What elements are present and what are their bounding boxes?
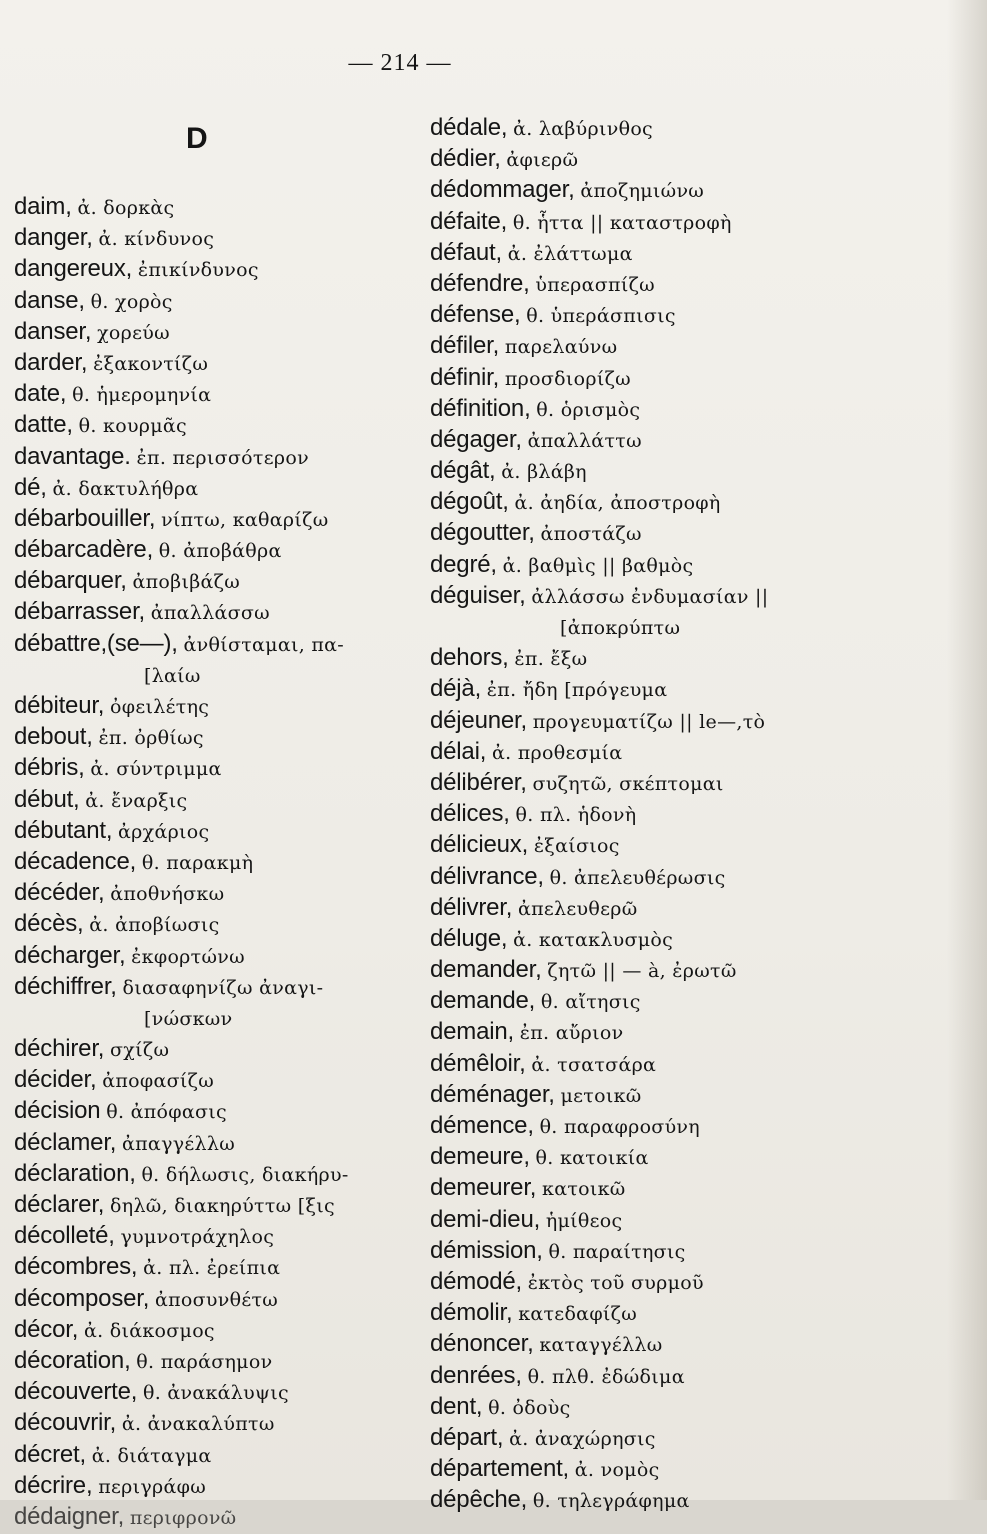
dictionary-entry xyxy=(14,1439,424,1470)
translation: θ. ὁρισμὸς xyxy=(536,398,641,421)
translation: ἀπαλλάττω xyxy=(527,429,642,452)
dictionary-entry xyxy=(14,1064,424,1095)
translation: ἀ. τσατσάρα xyxy=(531,1053,657,1076)
dictionary-entry xyxy=(430,299,870,330)
dictionary-entry xyxy=(430,393,870,424)
headword: déclaration, xyxy=(14,1159,136,1187)
headword: décor, xyxy=(14,1315,79,1343)
translation: ὀφειλέτης xyxy=(110,696,210,718)
translation: θ. χορὸς xyxy=(90,290,173,313)
dictionary-entry xyxy=(14,721,424,752)
translation: [λαίω xyxy=(144,664,201,687)
dictionary-entry xyxy=(14,908,424,939)
translation: ζητῶ || — à, ἐρωτῶ xyxy=(547,960,737,983)
headword: déjà, xyxy=(430,675,482,703)
dictionary-entry xyxy=(14,534,424,565)
dictionary-entry xyxy=(14,441,424,472)
translation: ἀ. ἀναχώρησις xyxy=(509,1427,656,1450)
dictionary-entry xyxy=(14,1189,424,1220)
translation: νίπτω, καθαρίζω xyxy=(161,508,329,531)
section-letter: D xyxy=(186,122,208,155)
translation: προσδιορίζω xyxy=(504,367,631,390)
translation: ἀ. κίνδυνος xyxy=(98,228,215,251)
translation: ἀ. λαβύρινθος xyxy=(513,118,653,140)
dictionary-entry xyxy=(430,112,870,143)
dictionary-entry xyxy=(430,206,870,237)
translation: θ. ἀπελευθέρωσις xyxy=(549,866,726,889)
headword: délicieux, xyxy=(430,831,529,859)
headword: déjeuner, xyxy=(430,706,527,734)
dictionary-entry xyxy=(14,690,424,721)
translation: ἐπ. περισσότερον xyxy=(136,446,309,469)
translation: καταγγέλλω xyxy=(539,1334,663,1357)
headword: darder, xyxy=(14,348,88,376)
translation: παρελαύνω xyxy=(504,336,618,359)
translation: θ. ἀνακάλυψις xyxy=(142,1382,289,1405)
translation: ἐπικίνδυνος xyxy=(137,259,259,282)
translation: ἀποθνήσκω xyxy=(110,883,225,906)
headword: dédale, xyxy=(430,114,508,141)
dictionary-entry xyxy=(14,472,424,503)
dictionary-entry xyxy=(14,752,424,783)
translation: ἀ. πλ. ἐρείπια xyxy=(143,1257,281,1280)
dictionary-entry xyxy=(14,846,424,877)
headword: déclamer, xyxy=(14,1128,117,1156)
translation: θ. ἀπόφασις xyxy=(106,1101,227,1124)
dictionary-entry xyxy=(14,316,424,347)
headword: délices, xyxy=(430,800,510,828)
translation: μετοικῶ xyxy=(560,1084,642,1107)
dictionary-entry xyxy=(430,1360,870,1391)
dictionary-entry xyxy=(14,1251,424,1282)
dictionary-entry xyxy=(430,174,870,205)
translation: θ. κατοικία xyxy=(535,1147,649,1170)
headword: demeurer, xyxy=(430,1174,537,1202)
translation: συζητῶ, σκέπτομαι xyxy=(532,772,724,795)
dictionary-entry xyxy=(14,1314,424,1345)
translation: ἀποστάζω xyxy=(540,523,642,546)
headword: debout, xyxy=(14,723,93,751)
dictionary-entry xyxy=(430,455,870,486)
headword: décomposer, xyxy=(14,1284,150,1312)
dictionary-entry xyxy=(14,347,424,378)
right-column xyxy=(430,112,870,1515)
dictionary-entry xyxy=(14,285,424,316)
headword: débutant, xyxy=(14,816,113,844)
dictionary-entry xyxy=(430,829,870,860)
translation: ἀ. διάταγμα xyxy=(91,1444,212,1467)
headword: département, xyxy=(430,1455,570,1483)
entry-continuation xyxy=(14,659,424,690)
dictionary-entry xyxy=(14,1158,424,1189)
translation: ἐξαίσιος xyxy=(533,835,620,858)
dictionary-entry xyxy=(430,1204,870,1235)
dictionary-entry xyxy=(14,784,424,815)
dictionary-entry xyxy=(430,923,870,954)
dictionary-entry xyxy=(14,1470,424,1501)
translation: ἀ. κατακλυσμὸς xyxy=(513,928,674,951)
headword: décéder, xyxy=(14,879,105,907)
dictionary-entry xyxy=(430,705,870,736)
dictionary-entry xyxy=(430,580,870,611)
translation: θ. αἴτησις xyxy=(540,991,641,1014)
translation: σχίζω xyxy=(110,1039,170,1062)
translation: διασαφηνίζω ἀναγι- xyxy=(122,976,324,999)
translation: θ. πλ. ἡδονὴ xyxy=(515,804,637,827)
headword: décrire, xyxy=(14,1471,93,1499)
dictionary-entry xyxy=(430,237,870,268)
translation: ἀ. ἀνακαλύπτω xyxy=(121,1413,275,1436)
headword: défaite, xyxy=(430,207,508,235)
headword: dent, xyxy=(430,1392,483,1420)
dictionary-entry xyxy=(14,503,424,534)
translation: ἐκφορτώνω xyxy=(131,945,245,968)
dictionary-entry xyxy=(14,191,424,222)
headword: daim, xyxy=(14,193,72,220)
dictionary-entry xyxy=(430,673,870,704)
headword: danger, xyxy=(14,224,93,252)
translation: ἀ. ἀποβίωσις xyxy=(89,914,220,937)
headword: décision xyxy=(14,1097,101,1125)
headword: débarrasser, xyxy=(14,598,146,626)
dictionary-entry xyxy=(14,409,424,440)
headword: danse, xyxy=(14,286,85,314)
headword: dédier, xyxy=(430,145,501,173)
headword: dépêche, xyxy=(430,1486,528,1514)
dictionary-entry xyxy=(430,1172,870,1203)
headword: débiteur, xyxy=(14,692,105,719)
translation: θ. παραίτησις xyxy=(548,1240,686,1263)
headword: début, xyxy=(14,785,80,813)
translation: δηλῶ, διακηρύττω [ξις xyxy=(110,1195,335,1217)
translation: γυμνοτράχηλος xyxy=(120,1226,275,1249)
headword: débarcadère, xyxy=(14,536,154,564)
headword: demain, xyxy=(430,1018,514,1046)
headword: décès, xyxy=(14,910,84,938)
translation: ἀ. ἐλάττωμα xyxy=(507,242,633,265)
entry-continuation xyxy=(14,1002,424,1033)
translation: ἀρχάριος xyxy=(118,820,210,843)
headword: date, xyxy=(14,380,67,408)
headword: débattre,(se—), xyxy=(14,629,178,657)
headword: dénoncer, xyxy=(430,1330,534,1358)
translation: ἀ. διάκοσμος xyxy=(83,1319,215,1342)
translation: θ. ὑπεράσπισις xyxy=(526,305,676,328)
dictionary-entry xyxy=(14,565,424,596)
translation: ἀλλάσσω ἐνδυμασίαν || xyxy=(531,585,769,608)
dictionary-entry xyxy=(14,1345,424,1376)
headword: demander, xyxy=(430,956,542,984)
dictionary-entry xyxy=(430,892,870,923)
headword: dégât, xyxy=(430,457,496,485)
headword: démodé, xyxy=(430,1267,522,1295)
headword: davantage. xyxy=(14,442,131,470)
translation: ἐπ. ἤδη [πρόγευμα xyxy=(486,679,668,702)
translation: ἀ. δορκὰς xyxy=(77,197,175,219)
headword: défense, xyxy=(430,301,521,329)
translation: θ. πλθ. ἐδώδιμα xyxy=(527,1365,685,1388)
headword: défiler, xyxy=(430,332,500,360)
dictionary-entry xyxy=(14,877,424,908)
dictionary-entry xyxy=(430,1048,870,1079)
headword: décoration, xyxy=(14,1346,131,1374)
headword: découvrir, xyxy=(14,1409,117,1437)
translation: ἀπαλλάσσω xyxy=(150,602,270,625)
translation: ἀ. προθεσμία xyxy=(491,741,623,764)
dictionary-entry xyxy=(430,767,870,798)
headword: décolleté, xyxy=(14,1222,115,1250)
translation: κατοικῶ xyxy=(542,1178,626,1201)
headword: degré, xyxy=(430,550,497,578)
translation: ἀ. σύντριμμα xyxy=(90,758,222,781)
dictionary-entry xyxy=(430,362,870,393)
entry-continuation xyxy=(430,611,870,642)
headword: défendre, xyxy=(430,269,530,297)
translation: ἀ. ἀηδία, ἀποστροφὴ xyxy=(514,492,721,515)
headword: défaut, xyxy=(430,238,502,266)
translation: ἀπελευθερῶ xyxy=(518,897,638,920)
headword: danser, xyxy=(14,317,92,345)
headword: définition, xyxy=(430,394,531,422)
dictionary-entry xyxy=(430,798,870,829)
headword: découverte, xyxy=(14,1378,138,1406)
translation: ἀποζημιώνω xyxy=(580,180,705,203)
dictionary-entry xyxy=(14,815,424,846)
page-number: — 214 — xyxy=(348,50,452,76)
headword: décharger, xyxy=(14,941,126,969)
dictionary-entry xyxy=(14,1220,424,1251)
dictionary-entry xyxy=(430,954,870,985)
translation: ἀποβιβάζω xyxy=(132,571,241,594)
headword: démolir, xyxy=(430,1299,513,1327)
dictionary-entry xyxy=(430,330,870,361)
dictionary-entry xyxy=(430,1422,870,1453)
headword: débris, xyxy=(14,754,85,782)
headword: dégoutter, xyxy=(430,519,535,547)
dictionary-entry xyxy=(430,1110,870,1141)
translation: ἀνθίσταμαι, πα- xyxy=(183,633,345,656)
headword: datte, xyxy=(14,411,73,439)
translation: θ. δήλωσις, διακήρυ- xyxy=(141,1163,349,1186)
left-column xyxy=(14,191,424,1532)
headword: démission, xyxy=(430,1236,543,1264)
translation: περιφρονῶ xyxy=(129,1506,237,1529)
translation: [ἀποκρύπτω xyxy=(560,617,681,639)
dictionary-entry xyxy=(14,1033,424,1064)
headword: déménager, xyxy=(430,1080,555,1108)
headword: départ, xyxy=(430,1423,504,1451)
headword: demeure, xyxy=(430,1143,530,1171)
headword: denrées, xyxy=(430,1361,522,1389)
headword: décadence, xyxy=(14,847,137,875)
headword: demi-dieu, xyxy=(430,1205,541,1233)
headword: délivrer, xyxy=(430,893,513,921)
dictionary-entry xyxy=(14,628,424,659)
translation: ἀ. βλάβη xyxy=(501,461,587,484)
dictionary-entry xyxy=(430,268,870,299)
page-edge-shadow xyxy=(947,0,987,1500)
translation: ὑπερασπίζω xyxy=(535,273,655,296)
translation: ἐπ. ἔξω xyxy=(514,648,588,671)
dictionary-entry xyxy=(14,253,424,284)
dictionary-entry xyxy=(14,222,424,253)
headword: délibérer, xyxy=(430,768,527,796)
headword: dé, xyxy=(14,473,47,501)
dictionary-entry xyxy=(14,596,424,627)
translation: ἀποφασίζω xyxy=(102,1070,215,1093)
headword: débarquer, xyxy=(14,567,127,595)
translation: θ. παρακμὴ xyxy=(141,851,254,874)
translation: ἀποσυνθέτω xyxy=(154,1288,279,1311)
headword: demande, xyxy=(430,987,536,1015)
translation: θ. ὀδοὺς xyxy=(488,1396,571,1419)
translation: ἐξακοντίζω xyxy=(93,352,209,375)
dictionary-entry xyxy=(14,1095,424,1126)
dictionary-entry xyxy=(430,549,870,580)
headword: décombres, xyxy=(14,1253,138,1281)
dictionary-entry xyxy=(14,1376,424,1407)
headword: dédommager, xyxy=(430,176,575,204)
dictionary-entry xyxy=(430,143,870,174)
headword: débarbouiller, xyxy=(14,504,156,532)
dictionary-entry xyxy=(430,424,870,455)
headword: déluge, xyxy=(430,924,508,952)
dictionary-entry xyxy=(430,1141,870,1172)
dictionary-entry xyxy=(14,378,424,409)
headword: délivrance, xyxy=(430,862,544,890)
dictionary-entry xyxy=(14,1127,424,1158)
headword: délai, xyxy=(430,737,487,765)
translation: ἀ. δακτυλήθρα xyxy=(52,477,199,500)
dictionary-entry xyxy=(430,861,870,892)
translation: θ. ἀποβάθρα xyxy=(158,540,282,563)
translation: προγευματίζω || le—,τὸ xyxy=(532,710,766,733)
headword: déchiffrer, xyxy=(14,972,117,1000)
dictionary-entry xyxy=(430,486,870,517)
headword: décider, xyxy=(14,1066,97,1094)
dictionary-entry xyxy=(430,642,870,673)
translation: περιγράφω xyxy=(98,1475,206,1498)
dictionary-entry xyxy=(430,1297,870,1328)
translation: κατεδαφίζω xyxy=(518,1303,638,1326)
translation: θ. ἡμερομηνία xyxy=(72,384,212,407)
headword: décret, xyxy=(14,1440,86,1468)
headword: dédaigner, xyxy=(14,1502,125,1530)
dictionary-entry xyxy=(14,971,424,1002)
dictionary-entry xyxy=(14,1407,424,1438)
headword: déclarer, xyxy=(14,1191,105,1218)
translation: θ. τηλεγράφημα xyxy=(532,1490,690,1513)
headword: déguiser, xyxy=(430,581,526,609)
headword: dégager, xyxy=(430,425,522,453)
translation: θ. κουρμᾶς xyxy=(78,415,187,438)
translation: θ. ἧττα || καταστροφὴ xyxy=(512,211,732,234)
translation: χορεύω xyxy=(97,321,170,344)
dictionary-entry xyxy=(430,1391,870,1422)
dictionary-entry xyxy=(430,1016,870,1047)
dictionary-entry xyxy=(430,1266,870,1297)
translation: ἐκτὸς τοῦ συρμοῦ xyxy=(527,1271,704,1294)
dictionary-entry xyxy=(14,940,424,971)
headword: démence, xyxy=(430,1112,534,1139)
dictionary-entry xyxy=(14,1283,424,1314)
translation: ἀ. νομὸς xyxy=(574,1459,660,1482)
translation: ἐπ. αὔριον xyxy=(519,1022,624,1045)
translation: ἐπ. ὀρθίως xyxy=(98,727,204,750)
headword: définir, xyxy=(430,363,500,391)
headword: déchirer, xyxy=(14,1035,105,1063)
translation: ἡμίθεος xyxy=(545,1209,623,1232)
translation: [νώσκων xyxy=(144,1007,233,1030)
translation: θ. παραφροσύνη xyxy=(539,1116,700,1138)
headword: dangereux, xyxy=(14,255,133,283)
translation: ἀ. ἔναρξις xyxy=(85,789,188,812)
translation: ἀ. βαθμὶς || βαθμὸς xyxy=(502,554,694,577)
headword: dehors, xyxy=(430,644,509,672)
headword: démêloir, xyxy=(430,1049,526,1077)
headword: dégoût, xyxy=(430,488,509,516)
dictionary-entry xyxy=(430,1453,870,1484)
dictionary-entry xyxy=(430,1079,870,1110)
translation: ἀπαγγέλλω xyxy=(122,1132,235,1155)
dictionary-entry xyxy=(430,736,870,767)
dictionary-entry xyxy=(430,1328,870,1359)
dictionary-entry xyxy=(430,517,870,548)
translation: ἀφιερῶ xyxy=(506,149,579,172)
translation: θ. παράσημον xyxy=(136,1350,273,1373)
dictionary-entry xyxy=(430,985,870,1016)
dictionary-entry xyxy=(14,1501,424,1532)
dictionary-entry xyxy=(430,1235,870,1266)
